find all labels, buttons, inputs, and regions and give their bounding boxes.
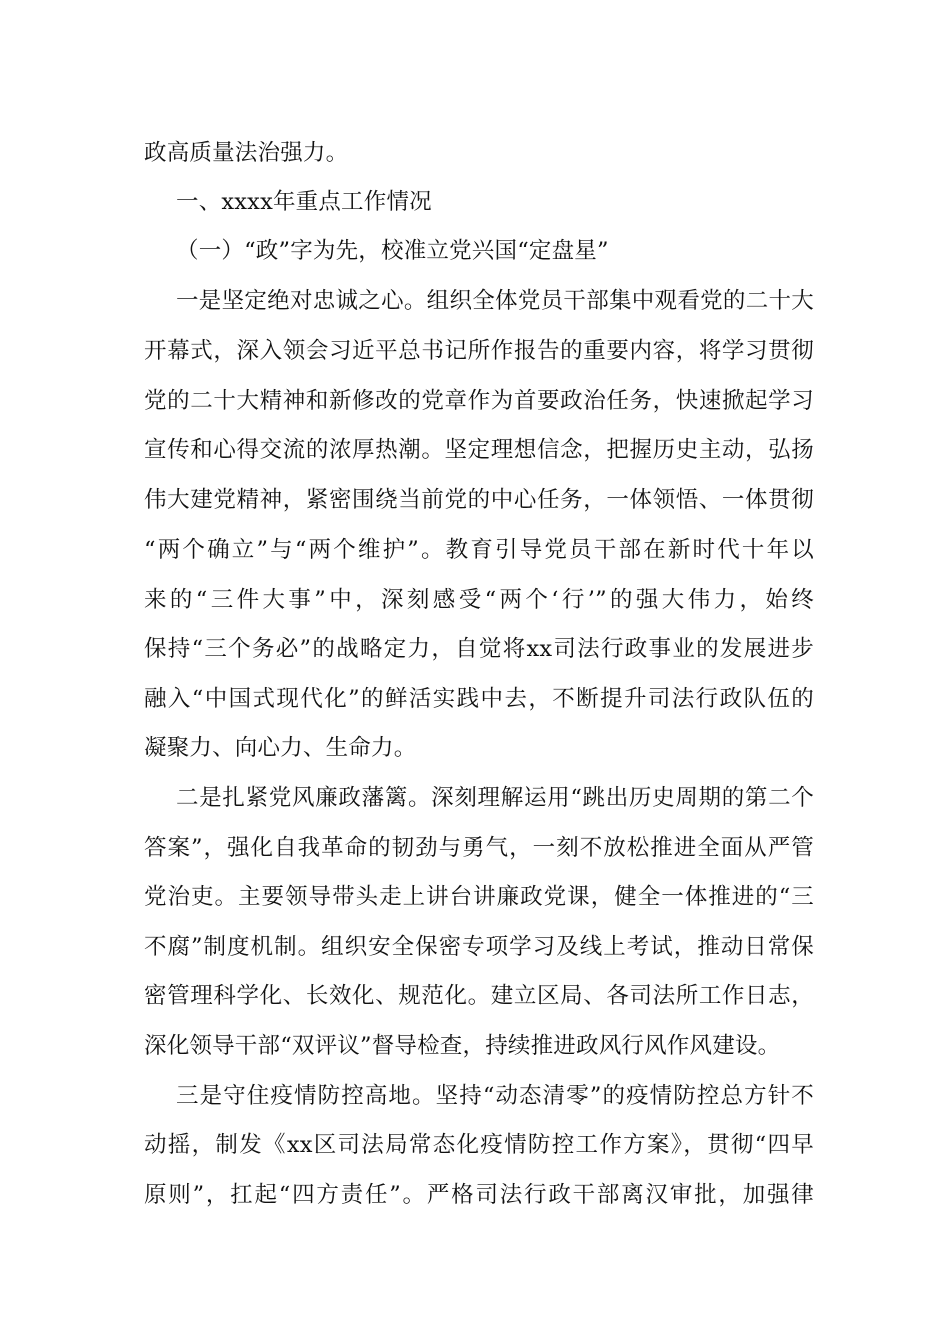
text-line: “两个确立”与“两个维护”。教育引导党员干部在新时代十年以 bbox=[144, 537, 814, 563]
text-line: 答案”，强化自我革命的韧劲与勇气，一刻不放松推进全面从严管 bbox=[144, 835, 814, 861]
text-line: 不腐”制度机制。组织安全保密专项学习及线上考试，推动日常保 bbox=[144, 934, 814, 960]
text-line: 融入“中国式现代化”的鲜活实践中去，不断提升司法行政队伍的 bbox=[144, 686, 814, 712]
text-line: 开幕式，深入领会习近平总书记所作报告的重要内容，将学习贯彻 bbox=[144, 338, 814, 364]
text-line: 宣传和心得交流的浓厚热潮。坚定理想信念，把握历史主动，弘扬 bbox=[144, 437, 814, 463]
text-line: 密管理科学化、长效化、规范化。建立区局、各司法所工作日志， bbox=[144, 983, 814, 1009]
text-line: 政高质量法治强力。 bbox=[144, 140, 349, 166]
text-line: 伟大建党精神，紧密围绕当前党的中心任务，一体领悟、一体贯彻 bbox=[144, 487, 814, 513]
text-line: 原则”，扛起“四方责任”。严格司法行政干部离汉审批，加强律 bbox=[144, 1182, 814, 1208]
text-line: 保持“三个务必”的战略定力，自觉将xx司法行政事业的发展进步 bbox=[144, 636, 814, 662]
text-line: 二是扎紧党风廉政藩篱。深刻理解运用“跳出历史周期的第二个 bbox=[176, 785, 814, 811]
text-line: 凝聚力、向心力、生命力。 bbox=[144, 735, 417, 761]
text-line: 党治吏。主要领导带头走上讲台讲廉政党课，健全一体推进的“三 bbox=[144, 884, 814, 910]
text-line: 动摇，制发《xx区司法局常态化疫情防控工作方案》，贯彻“四早 bbox=[144, 1132, 814, 1158]
text-line: 三是守住疫情防控高地。坚持“动态清零”的疫情防控总方针不 bbox=[176, 1083, 814, 1109]
text-line: 来的“三件大事”中，深刻感受“两个‘行’”的强大伟力，始终 bbox=[144, 587, 814, 613]
text-line: 深化领导干部“双评议”督导检查，持续推进政风行风作风建设。 bbox=[144, 1033, 781, 1059]
subsection-heading: （一）“政”字为先，校准立党兴国“定盘星” bbox=[176, 238, 609, 264]
text-line: 党的二十大精神和新修改的党章作为首要政治任务，快速掀起学习 bbox=[144, 388, 814, 414]
section-heading: 一、xxxx年重点工作情况 bbox=[176, 189, 432, 215]
text-line: 一是坚定绝对忠诚之心。组织全体党员干部集中观看党的二十大 bbox=[176, 288, 814, 314]
